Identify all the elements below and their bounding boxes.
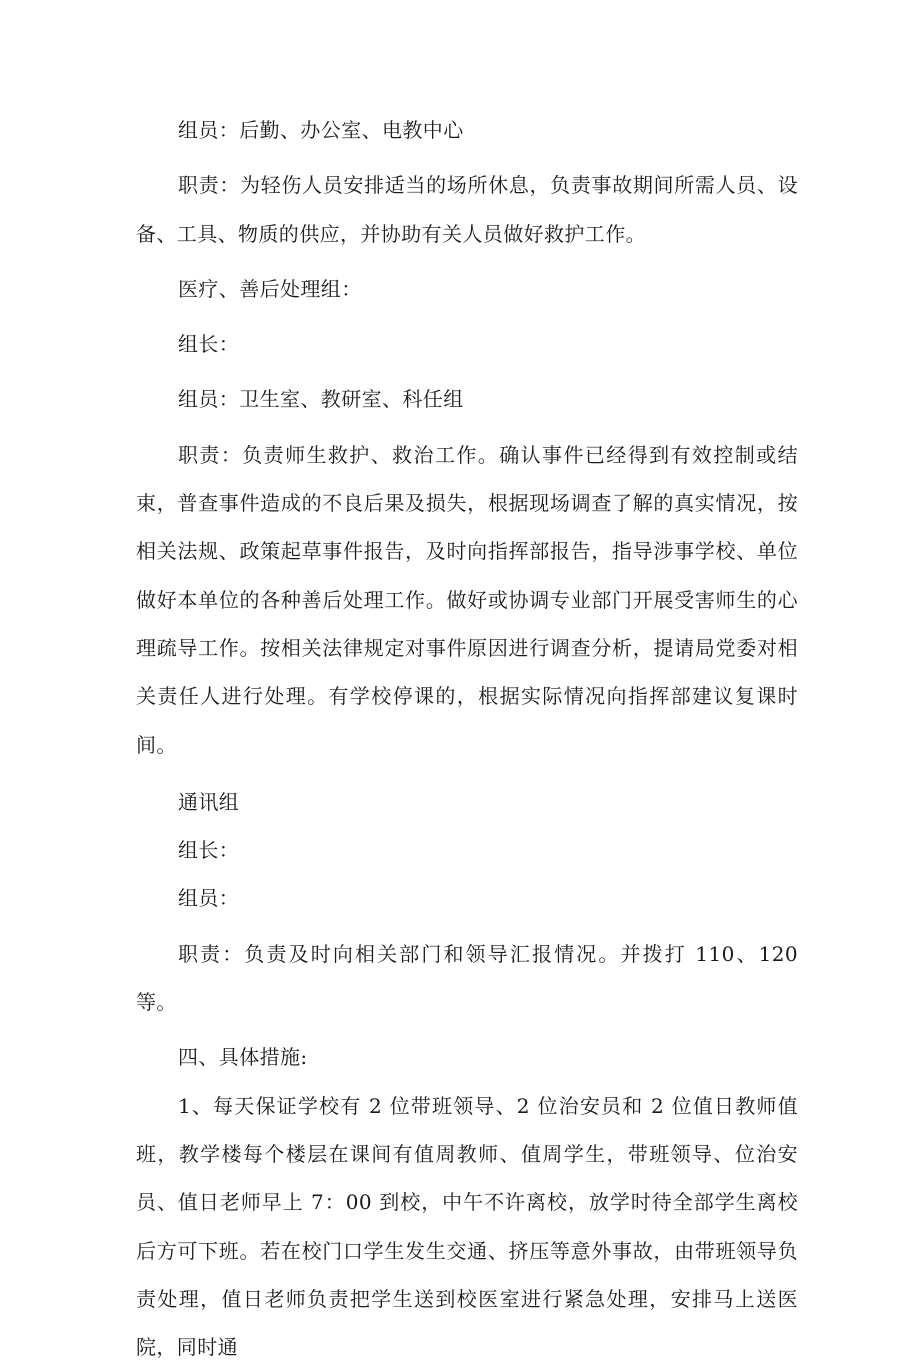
paragraph-medical-members: 组员：卫生室、教研室、科任组 — [178, 387, 464, 412]
paragraph-logistics-members: 组员：后勤、办公室、电教中心 — [178, 118, 464, 142]
paragraph-section-four-heading: 四、具体措施: — [178, 1045, 308, 1070]
paragraph-communication-members: 组员： — [178, 886, 240, 911]
paragraph-communication-leader: 组长： — [178, 838, 240, 863]
paragraph-medical-leader: 组长： — [178, 332, 240, 357]
paragraph-measure-one: 1、每天保证学校有 2 位带班领导、2 位治安员和 2 位值日教师值班，教学楼每个楼层在课间有值周教师、值周学生，带班领导、位治安员、值日老师早上 7：00 到校，中午不许离校，放学时待全部学生离校后方可下班。若在校门口学生发生交通、挤压等意外事故，由带班领导负责处理，值日老师负责把学生送到校医室进行紧急处理，安排马上送医院，同时通 — [136, 1093, 798, 1360]
paragraph-logistics-duties: 职责：为轻伤人员安排适当的场所休息，负责事故期间所需人员、设备、工具、物质的供应，并协助有关人员做好救护工作。 — [136, 173, 798, 246]
paragraph-medical-group-heading: 医疗、善后处理组： — [178, 276, 362, 301]
paragraph-medical-duties: 职责：负责师生救护、救治工作。确认事件已经得到有效控制或结束，普查事件造成的不良后果及损失，根据现场调查了解的真实情况，按相关法规、政策起草事件报告，及时向指挥部报告，指导涉事学校、单位做好本单位的各种善后处理工作。做好或协调专业部门开展受害师生的心理疏导工作。按相关法律规定对事件原因进行调查分析，提请局党委对相关责任人进行处理。有学校停课的，根据实际情况向指挥部建议复课时间。 — [136, 442, 798, 757]
paragraph-communication-duties: 职责：负责及时向相关部门和领导汇报情况。并拨打 110、120 等。 — [136, 941, 798, 1015]
paragraph-communication-group-heading: 通讯组 — [178, 789, 240, 814]
document-body — [136, 106, 798, 1371]
